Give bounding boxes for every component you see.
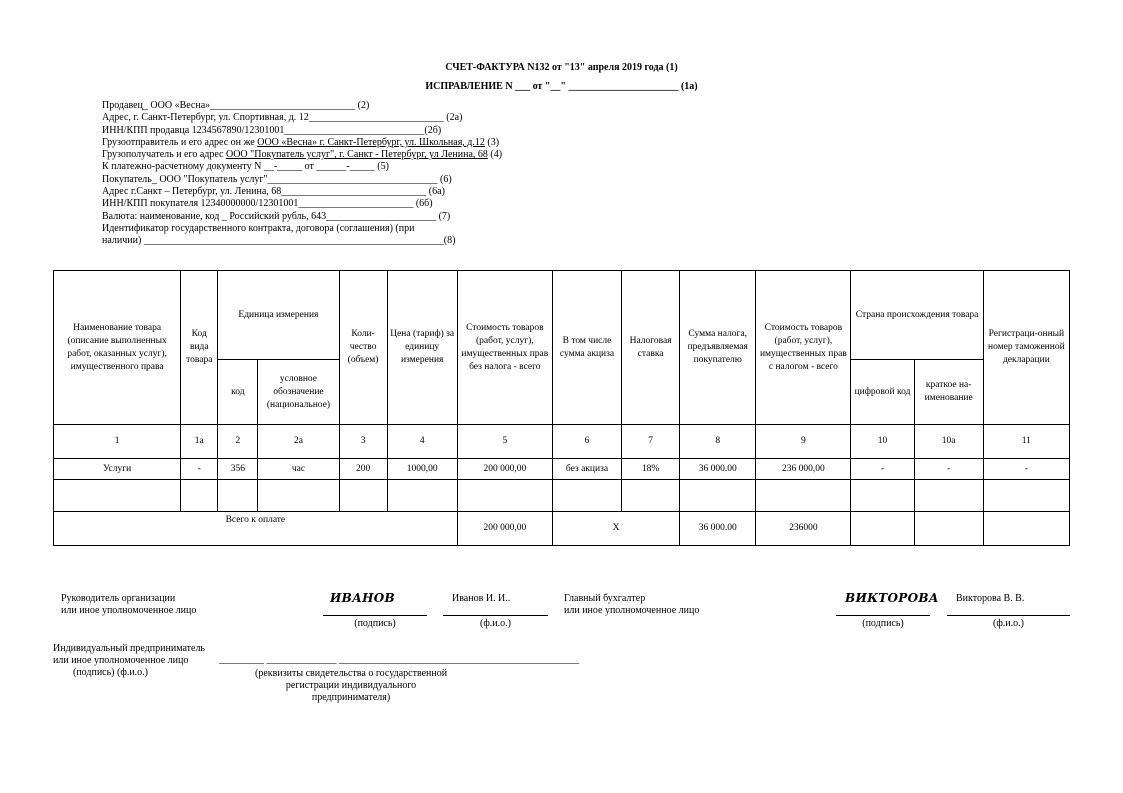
col-qty-header: Коли-чество (объем) [339,271,387,425]
column-number: 6 [552,425,621,459]
col-names-header: Наименование товара (описание выполненных работ, оказанных услуг), имущественного права [54,271,181,425]
cell-excise: без акциза [552,459,621,480]
consignee-line [102,149,542,161]
ip-label-line-2: или иное уполномоченное лицо [53,655,189,666]
empty-cell [914,512,983,546]
payment-doc-line: К платежно-расчетному документу N __-_____ от ______-_____ (5) [102,161,389,173]
invoice-header [102,100,542,248]
buyer-inn-line: ИНН/КПП покупателя 12340000000/12301001_______________________ (6б) [102,198,433,210]
seller-address-line: Адрес, г. Санкт-Петербург, ул. Спортивная, д. 12___________________________ (2а) [102,112,463,124]
column-number: 2 [218,425,258,459]
col-excise-header: В том числе сумма акциза [552,271,621,425]
empty-cell [258,480,339,512]
accountant-signature-line [836,615,930,616]
empty-cell [457,480,552,512]
ip-requisites-caption-2: регистрации индивидуального [285,680,417,691]
consignee-label: Грузополучатель и его адрес [102,149,226,161]
head-label-line-1: Руководитель организации [61,593,176,604]
empty-cell [622,480,680,512]
col-unit-header: Единица измерения [218,271,339,360]
empty-cell [983,512,1069,546]
col-rate-header: Налоговая ставка [622,271,680,425]
total-excise: X [552,512,679,546]
contract-line-2: наличии) ____________________________________________________________(8) [102,235,456,247]
ip-requisites-line: _________ ______________ ________________________________________________ [219,654,579,665]
col-kind-code-header: Код вида товара [181,271,218,425]
empty-cell [339,480,387,512]
empty-cell [983,480,1069,512]
col-country-code-header: цифровой код [851,360,914,425]
table-header-row [54,271,1070,360]
col-country-header: Страна происхождения товара [851,271,983,360]
ip-requisites-caption [255,668,447,704]
accountant-sign-caption: (подпись) [862,618,904,629]
shipper-value: ООО «Весна» г. Санкт-Петербург, ул. Школьная, д.12 [257,136,485,148]
empty-cell [914,480,983,512]
cell-rate: 18% [622,459,680,480]
accountant-label-line-1: Главный бухгалтер [564,593,646,604]
buyer-line: Покупатель_ ООО "Покупатель услуг"__________________________________ (6) [102,173,452,185]
head-fio-line [443,615,548,616]
head-fio: Иванов И. И.. [452,593,511,604]
col-country-name-header: краткое на-именование [914,360,983,425]
col-cost-no-tax-header: Стоимость товаров (работ, услуг), имущественных прав без налога - всего [457,271,552,425]
ip-label-line-1: Индивидуальный предприниматель [53,643,205,654]
table-row [54,459,1070,480]
head-sign-caption: (подпись) [354,618,396,629]
column-number: 7 [622,425,680,459]
head-signature: ИВАНОВ [330,591,395,605]
col-price-header: Цена (тариф) за единицу измерения [387,271,457,425]
empty-cell [756,480,851,512]
cell-qty: 200 [339,459,387,480]
empty-cell [851,512,914,546]
empty-row [54,480,1070,512]
total-label: Всего к оплате [54,512,458,546]
column-number: 9 [756,425,851,459]
currency-line: Валюта: наименование, код _ Российский рубль, 643______________________ (7) [102,210,451,222]
cell-tax-sum: 36 000.00 [680,459,756,480]
empty-cell [54,480,181,512]
cell-unit-symbol: час [258,459,339,480]
shipper-code: (3) [484,136,500,148]
column-number: 5 [457,425,552,459]
empty-cell [552,480,621,512]
column-number: 3 [339,425,387,459]
buyer-address-line: Адрес г.Санкт – Петербург, ул. Ленина, 68_____________________________ (6а) [102,186,445,198]
cell-kind-code: - [181,459,218,480]
column-numbers-row [54,425,1070,459]
column-number: 4 [387,425,457,459]
empty-cell [680,480,756,512]
col-unit-symbol-header: условное обозначение (национальное) [258,360,339,425]
head-fio-caption: (ф.и.о.) [480,618,511,629]
head-signature-line [323,615,427,616]
cell-cost-no-tax: 200 000,00 [457,459,552,480]
cell-price: 1000,00 [387,459,457,480]
accountant-label-line-2: или иное уполномоченное лицо [564,605,700,616]
head-label-line-2: или иное уполномоченное лицо [61,605,197,616]
cell-cost-with-tax: 236 000,00 [756,459,851,480]
consignee-value: ООО "Покупатель услуг", г. Санкт - Петербург, ул Ленина, 68 [225,149,488,161]
total-row [54,512,1070,546]
invoice-table [53,270,1070,546]
accountant-fio-line [947,615,1070,616]
ip-label [53,643,205,679]
total-cost-no-tax: 200 000,00 [457,512,552,546]
shipper-line [102,137,542,149]
column-number: 11 [983,425,1069,459]
total-cost-with-tax: 236000 [756,512,851,546]
column-number: 1а [181,425,218,459]
cell-country-code: - [851,459,914,480]
seller-inn-line: ИНН/КПП продавца 1234567890/12301001____________________________(2б) [102,124,442,136]
cell-unit-code: 356 [218,459,258,480]
ip-captions: (подпись) (ф.и.о.) [73,667,149,678]
empty-cell [218,480,258,512]
seller-line: Продавец_ ООО «Весна»_____________________________ (2) [102,100,370,111]
ip-requisites-caption-3: предпринимателя) [311,692,391,703]
empty-cell [851,480,914,512]
cell-name: Услуги [54,459,181,480]
correction-line: ИСПРАВЛЕНИЕ N ___ от "__" ______________________ (1а) [425,81,698,92]
empty-cell [181,480,218,512]
column-number: 10а [914,425,983,459]
col-unit-code-header: код [218,360,258,425]
contract-line-1: Идентификатор государственного контракта, договора (соглашения) (при [102,222,415,234]
total-tax-sum: 36 000.00 [680,512,756,546]
shipper-label: Грузоотправитель и его адрес он же [102,136,258,148]
cell-country-name: - [914,459,983,480]
accountant-fio-caption: (ф.и.о.) [993,618,1024,629]
col-cost-with-tax-header: Стоимость товаров (работ, услуг), имущественных прав с налогом - всего [756,271,851,425]
accountant-fio: Викторова В. В. [956,593,1025,604]
accountant-signature: ВИКТОРОВА [845,591,939,605]
empty-cell [387,480,457,512]
column-number: 8 [680,425,756,459]
cell-customs: - [983,459,1069,480]
invoice-title: СЧЕТ-ФАКТУРА N132 от "13" апреля 2019 года (1) [445,62,678,73]
col-customs-header: Регистраци-онный номер таможенной декларации [983,271,1069,425]
ip-requisites-caption-1: (реквизиты свидетельства о государственной [255,668,448,679]
head-label [61,593,196,617]
column-number: 2а [258,425,339,459]
accountant-label [564,593,699,617]
column-number: 1 [54,425,181,459]
column-number: 10 [851,425,914,459]
consignee-code: (4) [487,149,503,161]
col-tax-sum-header: Сумма налога, предъявляемая покупателю [680,271,756,425]
